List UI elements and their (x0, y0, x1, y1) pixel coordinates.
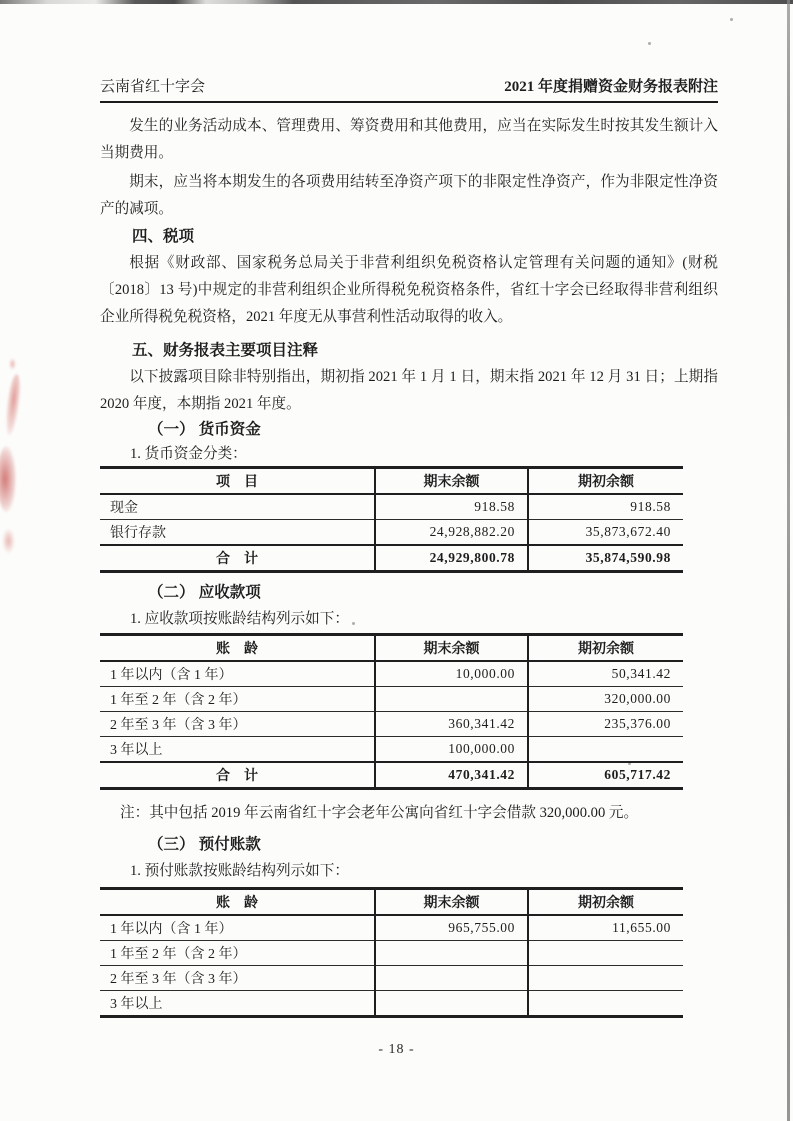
subsection-receivables-heading: （二） 应收款项 (148, 584, 261, 601)
beginning-balance: 605,717.42 (528, 762, 683, 789)
ending-balance (375, 687, 528, 712)
beginning-balance: 235,376.00 (528, 712, 683, 737)
column-header-aging: 账 龄 (216, 640, 258, 656)
ending-balance (375, 941, 528, 966)
stamp-blob (2, 528, 15, 554)
table-header-row (100, 468, 683, 495)
paragraph-period-end: 期末，应当将本期发生的各项费用结转至净资产项下的非限定性净资产，作为非限定性净资产的减项。 (100, 174, 718, 217)
subsection-monetary-heading: （一） 货币资金 (148, 421, 261, 438)
beginning-balance (528, 966, 683, 991)
row-label: 1 年至 2 年（含 2 年） (110, 947, 247, 962)
table-row-1-to-2-years (100, 941, 683, 966)
column-header-aging: 账 龄 (216, 894, 258, 910)
page-content (100, 0, 718, 1018)
column-header-item: 项 目 (216, 473, 258, 489)
ending-balance (375, 991, 528, 1017)
scan-right-edge-artifact (787, 0, 790, 1121)
beginning-balance (528, 737, 683, 763)
row-label: 合 计 (216, 552, 258, 567)
table-header-row (100, 635, 683, 662)
stamp-blob (9, 358, 16, 370)
ending-balance: 965,755.00 (375, 915, 528, 941)
ending-balance: 24,929,800.78 (375, 545, 528, 572)
paragraph-expense: 发生的业务活动成本、管理费用、筹资费用和其他费用，应当在实际发生时按其发生额计入当期费用。 (100, 118, 718, 161)
prepaid-intro: 1. 预付账款按账龄结构列示如下： (130, 863, 349, 879)
table-row-within-1-year (100, 661, 683, 687)
document-header (100, 78, 718, 96)
table-row-total (100, 545, 683, 572)
receivables-note: 注：其中包括 2019 年云南省红十字会老年公寓向省红十字会借款 320,000.00 元。 (120, 805, 639, 821)
ending-balance: 24,928,882.20 (375, 520, 528, 546)
table-row-bank-deposits (100, 520, 683, 546)
section-tax-heading: 四、税项 (132, 228, 195, 245)
table-row-cash (100, 494, 683, 520)
beginning-balance: 35,874,590.98 (528, 545, 683, 572)
beginning-balance (528, 991, 683, 1017)
section-tax-body: 根据《财政部、国家税务总局关于非营利组织免税资格认定管理有关问题的通知》(财税〔2018〕13 号)中规定的非营利组织企业所得税免税资格条件，省红十字会已经取得非营利组织企业所得税免税资格，2021 年度无从事营利性活动取得的收入。 (100, 255, 718, 325)
ending-balance: 10,000.00 (375, 661, 528, 687)
ending-balance: 918.58 (375, 494, 528, 520)
ending-balance: 100,000.00 (375, 737, 528, 763)
red-stamp-fragment (0, 362, 34, 572)
row-label: 1 年以内（含 1 年） (110, 922, 233, 937)
receivables-aging-table (100, 633, 683, 790)
stamp-blob (0, 446, 16, 512)
page-number: - 18 - (378, 1042, 415, 1057)
column-header-beginning-balance: 期初余额 (528, 889, 683, 916)
beginning-balance: 918.58 (528, 494, 683, 520)
table-row-total (100, 762, 683, 789)
beginning-balance: 320,000.00 (528, 687, 683, 712)
scan-speck (730, 18, 733, 21)
ending-balance (375, 966, 528, 991)
prepaid-aging-table (100, 887, 683, 1018)
monetary-intro: 1. 货币资金分类： (130, 446, 247, 462)
column-header-ending-balance: 期末余额 (375, 468, 528, 495)
table-row-over-3-years (100, 991, 683, 1017)
table-row-2-to-3-years (100, 966, 683, 991)
section-notes-body: 以下披露项目除非特别指出，期初指 2021 年 1 月 1 日，期末指 2021 年 12 月 31 日；上期指 2020 年度，本期指 2021 年度。 (100, 369, 718, 412)
table-row-2-to-3-years (100, 712, 683, 737)
ending-balance: 360,341.42 (375, 712, 528, 737)
table-row-within-1-year (100, 915, 683, 941)
table-row-over-3-years (100, 737, 683, 763)
column-header-beginning-balance: 期初余额 (528, 468, 683, 495)
column-header-beginning-balance: 期初余额 (528, 635, 683, 662)
receivables-intro: 1. 应收款项按账龄结构列示如下： (130, 611, 349, 627)
monetary-funds-table (100, 466, 683, 573)
row-label: 现金 (110, 501, 138, 516)
beginning-balance: 35,873,672.40 (528, 520, 683, 546)
beginning-balance (528, 941, 683, 966)
table-header-row (100, 889, 683, 916)
row-label: 1 年至 2 年（含 2 年） (110, 693, 247, 708)
org-name: 云南省红十字会 (100, 79, 206, 95)
ending-balance: 470,341.42 (375, 762, 528, 789)
section-notes-heading: 五、财务报表主要项目注释 (132, 342, 319, 359)
row-label: 3 年以上 (110, 743, 163, 758)
stamp-blob (3, 373, 22, 436)
table-row-1-to-2-years (100, 687, 683, 712)
subsection-prepaid-heading: （三） 预付账款 (148, 836, 261, 853)
row-label: 银行存款 (110, 526, 166, 541)
report-title: 2021 年度捐赠资金财务报表附注 (504, 79, 718, 95)
beginning-balance: 11,655.00 (528, 915, 683, 941)
row-label: 1 年以内（含 1 年） (110, 668, 233, 683)
row-label: 合 计 (216, 769, 258, 784)
row-label: 3 年以上 (110, 997, 163, 1012)
row-label: 2 年至 3 年（含 3 年） (110, 718, 247, 733)
column-header-ending-balance: 期末余额 (375, 635, 528, 662)
header-rule (100, 101, 718, 103)
beginning-balance: 50,341.42 (528, 661, 683, 687)
column-header-ending-balance: 期末余额 (375, 889, 528, 916)
row-label: 2 年至 3 年（含 3 年） (110, 972, 247, 987)
